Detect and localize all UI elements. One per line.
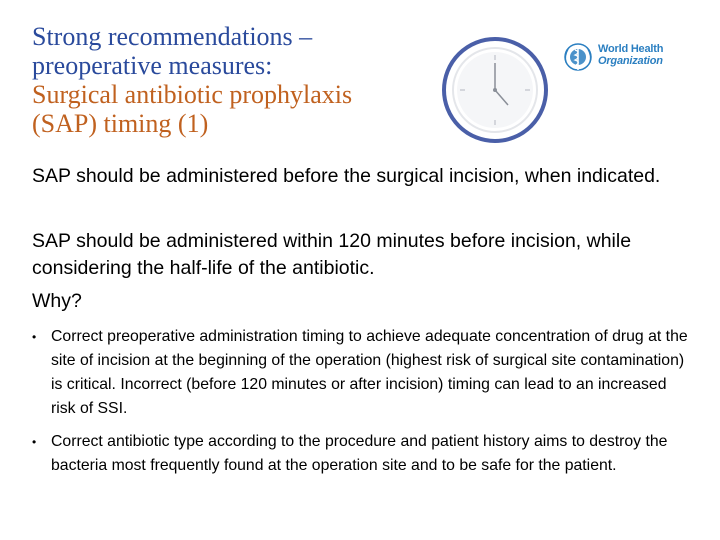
list-item [32, 325, 692, 421]
rationale-list [32, 325, 692, 487]
list-item-text: Correct antibiotic type according to the procedure and patient history aims to destroy the bacteria most frequently found at the operation site and to be safe for the patient. [51, 433, 668, 474]
title-line-3: Surgical antibiotic prophylaxis [32, 80, 353, 109]
title-line-1: Strong recommendations – [32, 22, 313, 51]
slide-title [32, 22, 442, 138]
bullet-icon: • [32, 330, 37, 344]
paragraph-timing-120-minutes: SAP should be administered within 120 minutes before incision, while considering the half-life of the antibiotic. [32, 230, 632, 279]
title-line-4: (SAP) timing (1) [32, 109, 209, 138]
logo-line-1: World Health [598, 43, 664, 55]
clock-icon [440, 35, 550, 145]
list-item [32, 430, 692, 478]
who-logo-text [598, 43, 663, 67]
logo-line-2: Organization [598, 55, 663, 67]
paragraph-timing-before-incision: SAP should be administered before the surgical incision, when indicated. [32, 165, 661, 187]
why-heading: Why? [32, 290, 82, 312]
list-item-text: Correct preoperative administration timing to achieve adequate concentration of drug at the site of incision at the beginning of the operation (highest risk of surgical site contamination) is critical. Incorrect (before 120 minutes or after incision) timing can lead to an increased risk of SSI. [51, 328, 688, 417]
bullet-icon: • [32, 435, 37, 449]
title-line-2: preoperative measures: [32, 51, 273, 80]
